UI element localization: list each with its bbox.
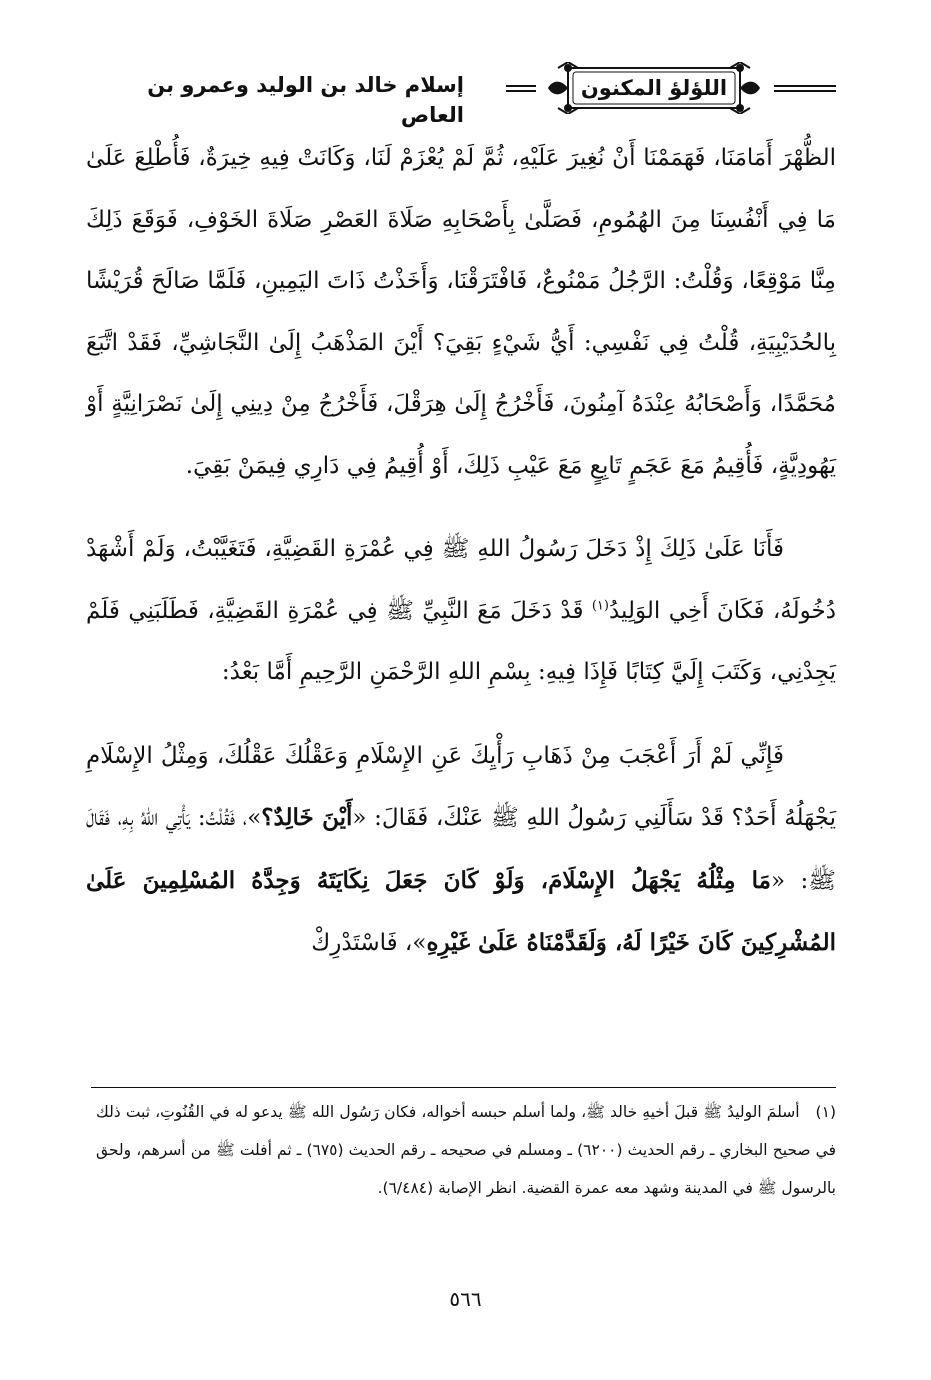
- hadith-quote-1: أَيْنَ خَالِدٌ؟: [261, 804, 353, 831]
- footnote-number: (١): [815, 1103, 836, 1121]
- paragraph-3-text-b: »، فَقُلْتُ: يَأْتِي اللهُ بِهِ، فَقَالَ ﷺ: «: [86, 805, 836, 894]
- paragraph-2: [86, 519, 836, 704]
- footnote-divider: [91, 1087, 836, 1088]
- paragraph-2-text-a: فَأَنَا عَلَىٰ ذَلِكَ إِذْ دَخَلَ رَسُولُ اللهِ ﷺ فِي عُمْرَةِ القَضِيَّةِ، فَتَغَيَّبْتُ، وَلَمْ أَشْهَدْ دُخُولَهُ، فَكَانَ أَخِي الوَلِيدُ: [86, 536, 836, 624]
- footnote-1: [96, 1093, 836, 1207]
- header-rule-right: [774, 85, 836, 87]
- footnote-reference[interactable]: (١): [591, 597, 609, 613]
- book-title: اللؤلؤ المكنون: [580, 76, 728, 100]
- chapter-title: إسلام خالد بن الوليد وعمرو بن العاص: [147, 73, 464, 127]
- paragraph-1: الظُّهْرَ أَمَامَنَا، فَهَمَمْنَا أَنْ نُغِيرَ عَلَيْهِ، ثُمَّ لَمْ يُعْزَمْ لَنَا، وَكَانَتْ فِيهِ خِيرَةٌ، فَأُطْلِعَ عَلَىٰ مَا فِي أَنْفُسِنَا مِنَ الهُمُومِ، فَصَلَّىٰ بِأَصْحَابِهِ صَلَاةَ العَصْرِ صَلَاةَ الخَوْفِ، فَوَقَعَ ذَلِكَ مِنَّا مَوْقِعًا، وَقُلْتُ: الرَّجُلُ مَمْنُوعٌ، فَافْتَرَقْنَا، وَأَخَذْتُ ذَاتَ اليَمِينِ، فَلَمَّا صَالَحَ قُرَيْشًا بِالحُدَيْبِيَةِ، قُلْتُ فِي نَفْسِي: أَيُّ شَيْءٍ بَقِيَ؟ أَيْنَ المَذْهَبُ إِلَىٰ النَّجَاشِيِّ، فَقَدْ اتَّبَعَ مُحَمَّدًا، وَأَصْحَابُهُ عِنْدَهُ آمِنُونَ، فَأَخْرُجُ إِلَىٰ هِرَقْلَ، فَأَخْرُجُ مِنْ دِينِي إِلَىٰ نَصْرَانِيَّةٍ أَوْ يَهُودِيَّةٍ، فَأُقِيمُ مَعَ عَجَمٍ تَابِعٍ مَعَ عَيْبِ ذَلِكَ، أَوْ أُقِيمُ فِي دَارِي فِيمَنْ بَقِيَ.: [86, 145, 836, 479]
- paragraph-2-text-b: قَدْ دَخَلَ مَعَ النَّبِيِّ ﷺ فِي عُمْرَةِ القَضِيَّةِ، فَطَلَبَنِي فَلَمْ يَجِدْنِي، وَكَتَبَ إِلَيَّ كِتَابًا فَإِذَا فِيهِ: بِسْمِ اللهِ الرَّحْمَنِ الرَّحِيمِ أَمَّا بَعْدُ:: [86, 597, 836, 685]
- hadith-quote-2: مَا مِثْلُهُ يَجْهَلُ الإِسْلَامَ، وَلَوْ كَانَ جَعَلَ نِكَايَتَهُ وَجِدَّهُ المُسْلِمِينَ عَلَىٰ المُشْرِكِينَ كَانَ خَيْرًا لَهُ، وَلَقَدَّمْنَاهُ عَلَىٰ غَيْرِهِ: [86, 866, 836, 956]
- footnote-text: أسلمَ الوليدُ ﷺ قبلَ أخيهِ خالد ﷺ، ولما أسلم حبسه أخواله، فكان رَسُول الله ﷺ يدعو له في القُنُوتِ، ثبت ذلك في صحيح البخاري ـ رقم الحديث (٦٢٠٠) ـ ومسلم في صحيحه ـ رقم الحديث (٦٧٥) ـ ثم أفلت ﷺ من أسرهم، ولحق بالرسول ﷺ في المدينة وشهد معه عمرة القضية. انظر الإصابة (٦/٤٨٤).: [96, 1103, 836, 1197]
- paragraph-3-text-c: »، فَاسْتَدْرِكْ: [311, 930, 427, 956]
- running-header: [86, 58, 836, 127]
- header-rule-middle: [506, 85, 536, 87]
- paragraph-3-text-a: فَإِنِّي لَمْ أَرَ أَعْجَبَ مِنْ ذَهَابِ رَأْيِكَ عَنِ الإِسْلَامِ وَعَقْلُكَ عَقْلُكَ، وَمِثْلُ الإِسْلَامِ يَجْهَلُهُ أَحَدٌ؟ قَدْ سَأَلَنِي رَسُولُ اللهِ ﷺ عَنْكَ، فَقَالَ: «: [86, 742, 836, 831]
- paragraph-3: [86, 726, 836, 975]
- book-title-cartouche: [548, 62, 760, 114]
- page-number: ٥٦٦: [449, 1287, 482, 1311]
- main-text: [86, 128, 836, 975]
